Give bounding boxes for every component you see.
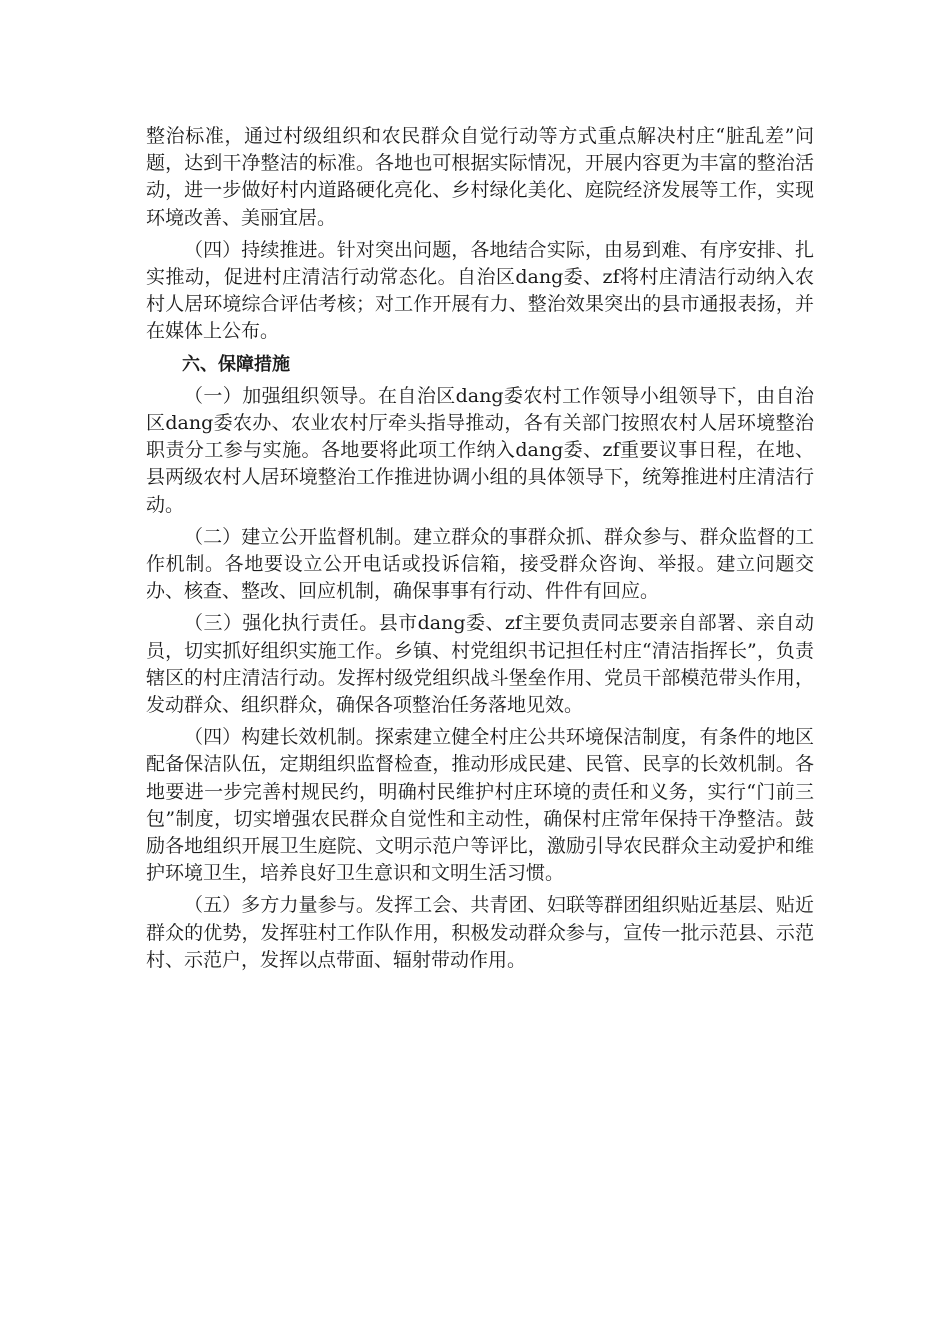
paragraph-execution-responsibility: （三）强化执行责任。县市dang委、zf主要负责同志要亲自部署、亲自动员，切实抓好组织实施工作。乡镇、村党组织书记担任村庄“清洁指挥长”，负责辖区的村庄清洁行动。发挥村级党组织战斗堡垒作用、党员干部模范带头作用，发动群众、组织群众，确保各项整治任务落地见效。: [146, 612, 814, 717]
paragraph-continued: 整治标准，通过村级组织和农民群众自觉行动等方式重点解决村庄“脏乱差”问题，达到干净整洁的标准。各地也可根据实际情况，开展内容更为丰富的整治活动，进一步做好村内道路硬化亮化、乡村绿化美化、庭院经济发展等工作，实现环境改善、美丽宜居。: [146, 125, 814, 229]
paragraph-public-supervision: （二）建立公开监督机制。建立群众的事群众抓、群众参与、群众监督的工作机制。各地要设立公开电话或投诉信箱，接受群众咨询、举报。建立问题交办、核查、整改、回应机制，确保事事有行动、件件有回应。: [146, 525, 814, 603]
section-heading-safeguards: 六、保障措施: [182, 353, 290, 375]
paragraph-multi-party-participation: （五）多方力量参与。发挥工会、共青团、妇联等群团组织贴近基层、贴近群众的优势，发挥驻村工作队作用，积极发动群众参与，宣传一批示范县、示范村、示范户，发挥以点带面、辐射带动作用。: [146, 894, 814, 971]
paragraph-organization-leadership: （一）加强组织领导。在自治区dang委农村工作领导小组领导下，由自治区dang委农办、农业农村厅牵头指导推动，各有关部门按照农村人居环境整治职责分工参与实施。各地要将此项工作纳入dang委、zf重要议事日程，在地、县两级农村人居环境整治工作推进协调小组的具体领导下，统筹推进村庄清洁行动。: [146, 384, 814, 516]
paragraph-sustained-progress: （四）持续推进。针对突出问题，各地结合实际，由易到难、有序安排、扎实推动，促进村庄清洁行动常态化。自治区dang委、zf将村庄清洁行动纳入农村人居环境综合评估考核；对工作开展有力、整治效果突出的县市通报表扬，并在媒体上公布。: [146, 238, 814, 343]
paragraph-long-term-mechanism: （四）构建长效机制。探索建立健全村庄公共环境保洁制度，有条件的地区配备保洁队伍，定期组织监督检查，推动形成民建、民管、民享的长效机制。各地要进一步完善村规民约，明确村民维护村庄环境的责任和义务，实行“门前三包”制度，切实增强农民群众自觉性和主动性，确保村庄常年保持干净整洁。鼓励各地组织开展卫生庭院、文明示范户等评比，激励引导农民群众主动爱护和维护环境卫生，培养良好卫生意识和文明生活习惯。: [146, 726, 814, 885]
document-body: [146, 123, 814, 979]
